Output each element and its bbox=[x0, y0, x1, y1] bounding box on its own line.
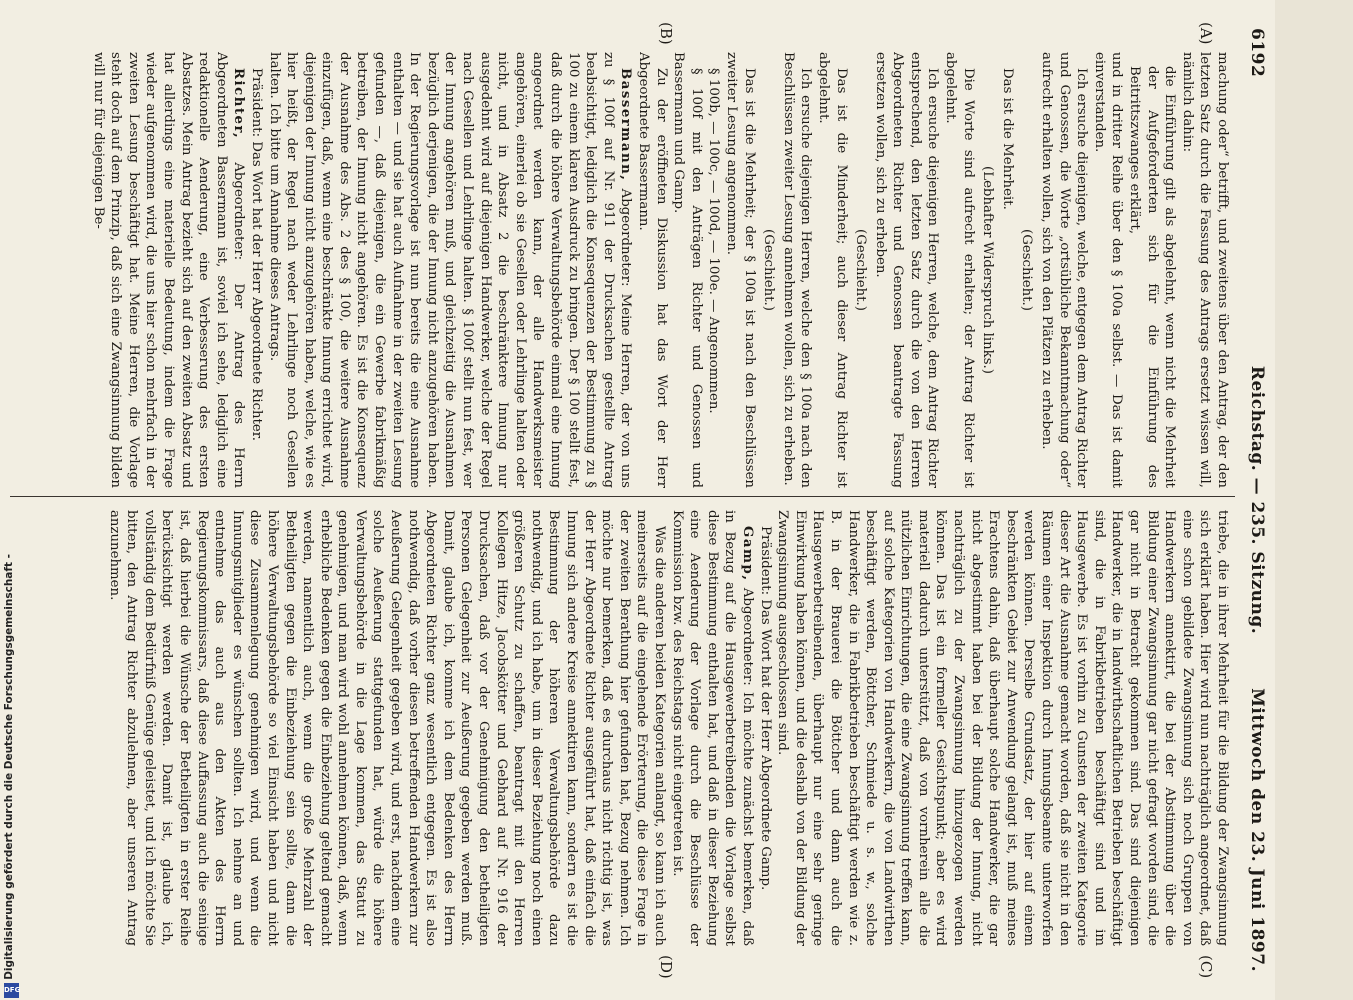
paragraph: Zu der eröffneten Diskussion hat das Wort der Herr Abgeordnete Bassermann. bbox=[636, 52, 669, 488]
paragraph: und in dritter Reihe über den § 100a selbst. — Das ist damit einverstanden. bbox=[1091, 52, 1125, 488]
speech-text: Abgeordneter: Meine Herren, der von uns zu § 100f auf Nr. 911 der Drucksachen gestellte Antrag beabsichtigt, lediglich die Konsequenzen der Bestimmung zu § 100 zu einem klaren Ausdruck zu bringen. Der § 100 stellt fest, daß durch die höhere Verwaltungsbehörde einmal eine Innung angeordnet werden kann, der alle Handwerksmeister angehören, einerlei ob sie Gesellen oder Lehrlinge halten oder nicht, und in Absatz 2 die beschränktere Innung nur ausgedehnt wird auf diejenigen Handwerker, welche der Regel nach Gesellen und Lehrlinge halten. § 100f stellt nun fest, wer der Innung angehören muß, und gleichzeitig die Ausnahmen bezüglich derjenigen, die der Innung nicht anzugehören haben. In der Regierungsvorlage ist nun bereits die eine Ausnahme enthalten — und sie hat auch Aufnahme in der zweiten Lesung gefunden —, daß diejenigen, die ein Gewerbe fabrikmäßig betreiben, der Innung nicht angehören. Es ist die Konsequenz der Ausnahme des Abs. 2 des § 100, die weitere Ausnahme einzufügen, daß, wenn eine beschränkte Innung errichtet wird, diejenigen der Innung nicht anzugehören haben, welche, wie es hier heißt, der Regel nach weder Lehrlinge noch Gesellen halten. Ich bitte um Annahme dieses Antrags. bbox=[266, 52, 634, 488]
paragraph: Ich ersuche diejenigen Herren, welche den § 100a nach den Beschlüssen zweiter Lesung annehmen wollen, sich zu erheben. bbox=[780, 52, 814, 488]
left-column bbox=[11, 52, 1231, 488]
margin-marker-c: (C) bbox=[1197, 955, 1215, 979]
speech-text: Abgeordneter: Ich möchte zunächst bemerken, daß in Bezug auf die Hausgewerbetreibenden die Vorlage selbst diese Bestimmung enthalten hat, und daß in dieser Beziehung eine Aenderung der Vorlage durch die Beschlüsse der Kommission bzw. des Reichstags nicht eingetreten ist. bbox=[669, 510, 755, 946]
stage-direction: (Geschieht.) bbox=[853, 229, 869, 311]
paragraph: Ich ersuche diejenigen Herren, welche, dem Antrag Richter entsprechend, den letzten Satz durch die von den Herren Abgeordneten Richter und Genossen beantragte Fassung ersetzen wollen, sich zu erheben. bbox=[872, 52, 941, 488]
header-date: Mittwoch den 23. Juni 1897. bbox=[1247, 688, 1267, 972]
column-divider bbox=[10, 496, 1235, 497]
speech-paragraph bbox=[89, 52, 247, 488]
paragraph: § 100b, — 100c, — 100d, — 100e. — Angenommen. bbox=[706, 68, 722, 414]
quote: die Einführung gilt als abgelehnt, wenn nicht die Mehrheit der Aufgeforderten sich für die Einführung des Beitrittszwanges erklärt, bbox=[1127, 66, 1178, 488]
paragraph: triebe, die in ihrer Mehrheit für die Bildung der Zwangsinnung sich erklärt haben. Hier wird nun nachträglich angeordnet, daß eine schon gebildete Zwangsinnung sich noch Gruppen von Handwerkern annektirt, die bei der Abstimmung über die Bildung einer Zwangsinnung gar nicht gefragt worden sind, die gar nicht in Betracht gekommen sind. Das sind diejenigen Handwerker, die in landwirthschaftlichen Betrieben beschäftigt sind, die in Fabrikbetrieben beschäftigt sind und im Hausgewerbe. Es ist vorhin zu Gunsten der zweiten Kategorie dieser Art die Ausnahme gemacht worden, daß sie nicht in den Räumen einer Inspektion durch Innungsbeamte unterworfen werden können. Derselbe Grundsatz, der hier auf einem beschränkten Gebiet zur Anwendung gelangt ist, muß meines Erachtens dahin, daß überhaupt solche Handwerker, die gar nicht abgestimmt haben bei der Bildung der Innung, nicht nachträglich zu der Zwangsinnung hinzugezogen werden können. Das ist ein formeller Gesichtspunkt; aber es wird materiell dadurch unterstützt, daß von vornherein alle die nützlichen Einrichtungen, die eine Zwangsinnung treffen kann, auf solche Kategorien von Handwerkern, die von Landwirthen beschäftigt werden, Böttcher, Schmiede u. s. w., solche Handwerker, die in Fabrikbetrieben beschäftigt werden wie z. B. in der Brauerei die Böttcher und dann auch die Hausgewerbetreibenden, überhaupt nur eine sehr geringe Einwirkung haben können, und die deshalb von der Bildung der Zwangsinnung ausgeschlossen sind. bbox=[775, 510, 1230, 946]
margin-marker-a: (A) bbox=[1197, 22, 1215, 45]
page-number: 6192 bbox=[1247, 28, 1267, 78]
speaker-name: Bassermann, bbox=[618, 68, 634, 182]
dfg-logo: DFG bbox=[4, 983, 19, 998]
stage-direction: (Geschieht.) bbox=[1019, 229, 1035, 311]
stage-direction: (Lebhafter Widerspruch links.) bbox=[980, 166, 996, 374]
header-title: Reichstag. — 235. Sitzung. bbox=[1247, 365, 1267, 635]
paragraph: Die Worte sind aufrecht erhalten; der Antrag Richter ist abgelehnt. bbox=[943, 52, 976, 488]
speaker-name: Richter, bbox=[231, 68, 247, 140]
paragraph: Präsident: Das Wort hat der Herr Abgeordnete Gamp. bbox=[757, 526, 773, 891]
paragraph: § 100f mit den Anträgen Richter und Genossen und Bassermann und Gamp. bbox=[671, 52, 704, 488]
paragraph: Präsident: Das Wort hat der Herr Abgeordnete Richter. bbox=[248, 68, 264, 441]
speaker-name: Gamp, bbox=[739, 526, 755, 582]
paragraph: Das ist die Mehrheit. bbox=[999, 68, 1015, 210]
paragraph: Das ist die Minderheit; auch dieser Antrag Richter ist abgelehnt. bbox=[815, 52, 849, 488]
margin-marker-b: (B) bbox=[657, 22, 675, 45]
paragraph: machung oder“ betrifft, und zweitens über den Antrag, der den letzten Satz durch die Fassung des Antrags ersetzt wissen will, nämlich dahin: bbox=[1179, 52, 1230, 488]
margin-marker-d: (D) bbox=[657, 955, 675, 979]
paragraph: Was die anderen beiden Kategorien anlangt, so kann ich auch meinerseits auf die eingehende Erörterung, die diese Frage in der zweiten Berathung hier gefunden hat, Bezug nehmen. Ich möchte nur bemerken, daß es durchaus nicht richtig ist, was der Herr Abgeordnete Richter ausgeführt hat, daß einfach die Innung sich andere Kreise annektiren kann, sondern es ist die Bestimmung der höheren Verwaltungsbehörde dazu nothwendig, und ich habe, um in dieser Beziehung noch einen größeren Schutz zu schaffen, beantragt mit den Herren Kollegen Hitze, Jacobskötter und Gebhard auf Nr. 916 der Drucksachen, daß vor der Genehmigung den betheiligten Personen Gelegenheit zur Aeußerung gegeben werden muß. Damit, glaube ich, komme ich dem Bedenken des Herrn Abgeordneten Richter ganz wesentlich entgegen. Es ist also nothwendig, daß vorher diesen betreffenden Handwerkern zur Aeußerung Gelegenheit gegeben wird, und erst, nachdem eine solche Aeußerung stattgefunden hat, würde die höhere Verwaltungsbehörde in die Lage kommen, das Statut zu genehmigen, und man wird wohl annehmen können, daß, wenn erhebliche Bedenken gegen die Einbeziehung geltend gemacht werden, namentlich auch, wenn die große Mehrzahl der Betheiligten gegen die Einbeziehung sein sollte, dann die höhere Verwaltungsbehörde so viel Einsicht haben und nicht diese Zusammenlegung genehmigen wird, und wenn die Innungsmitglieder es wünschen sollten. Ich nehme an und entnehme das auch aus den Akten des Herrn Regierungskommissars, daß diese Auffassung auch die seinige ist, daß hierbei die Wünsche der Betheiligten in erster Reihe berücksichtigt werden werden. Damit ist, glaube ich, vollständig dem Bedürfniß Genüge geleistet, und ich möchte Sie bitten, den Antrag Richter abzulehnen, aber unseren Antrag anzunehmen. bbox=[106, 510, 667, 946]
paragraph: Das ist die Mehrheit; der § 100a ist nach den Beschlüssen zweiter Lesung angenommen. bbox=[723, 52, 757, 488]
speech-paragraph bbox=[668, 510, 756, 946]
speech-text: Abgeordneter: Der Antrag des Herrn Abgeordneten Bassermann ist, soviel ich sehe, lediglich eine redaktionelle Aenderung, eine Verbesserung des ersten Absatzes. Mein Antrag bezieht sich auf den zweiten Absatz und hat allerdings eine materielle Bedeutung, indem die Frage wieder aufgenommen wird, die uns hier schon mehrfach in der zweiten Lesung beschäftigt hat. Meine Herren, die Vorlage steht doch auf dem Prinzip, daß sich eine Zwangsinnung bilden will nur für diejenigen Be- bbox=[90, 52, 247, 488]
right-column bbox=[11, 510, 1231, 946]
footer-text: Digitalisierung gefördert durch die Deutsche Forschungsgemeinschaft - bbox=[3, 554, 15, 980]
digitization-footer bbox=[2, 0, 20, 1000]
stage-direction: (Geschieht.) bbox=[761, 229, 777, 311]
speech-paragraph bbox=[265, 52, 634, 488]
page-header bbox=[1241, 28, 1267, 972]
paragraph: Ich ersuche diejenigen, welche, entgegen dem Antrag Richter und Genossen, die Worte „ortsübliche Bekanntmachung oder“ aufrecht erhalten wollen, sich von den Plätzen zu erheben. bbox=[1039, 52, 1090, 488]
